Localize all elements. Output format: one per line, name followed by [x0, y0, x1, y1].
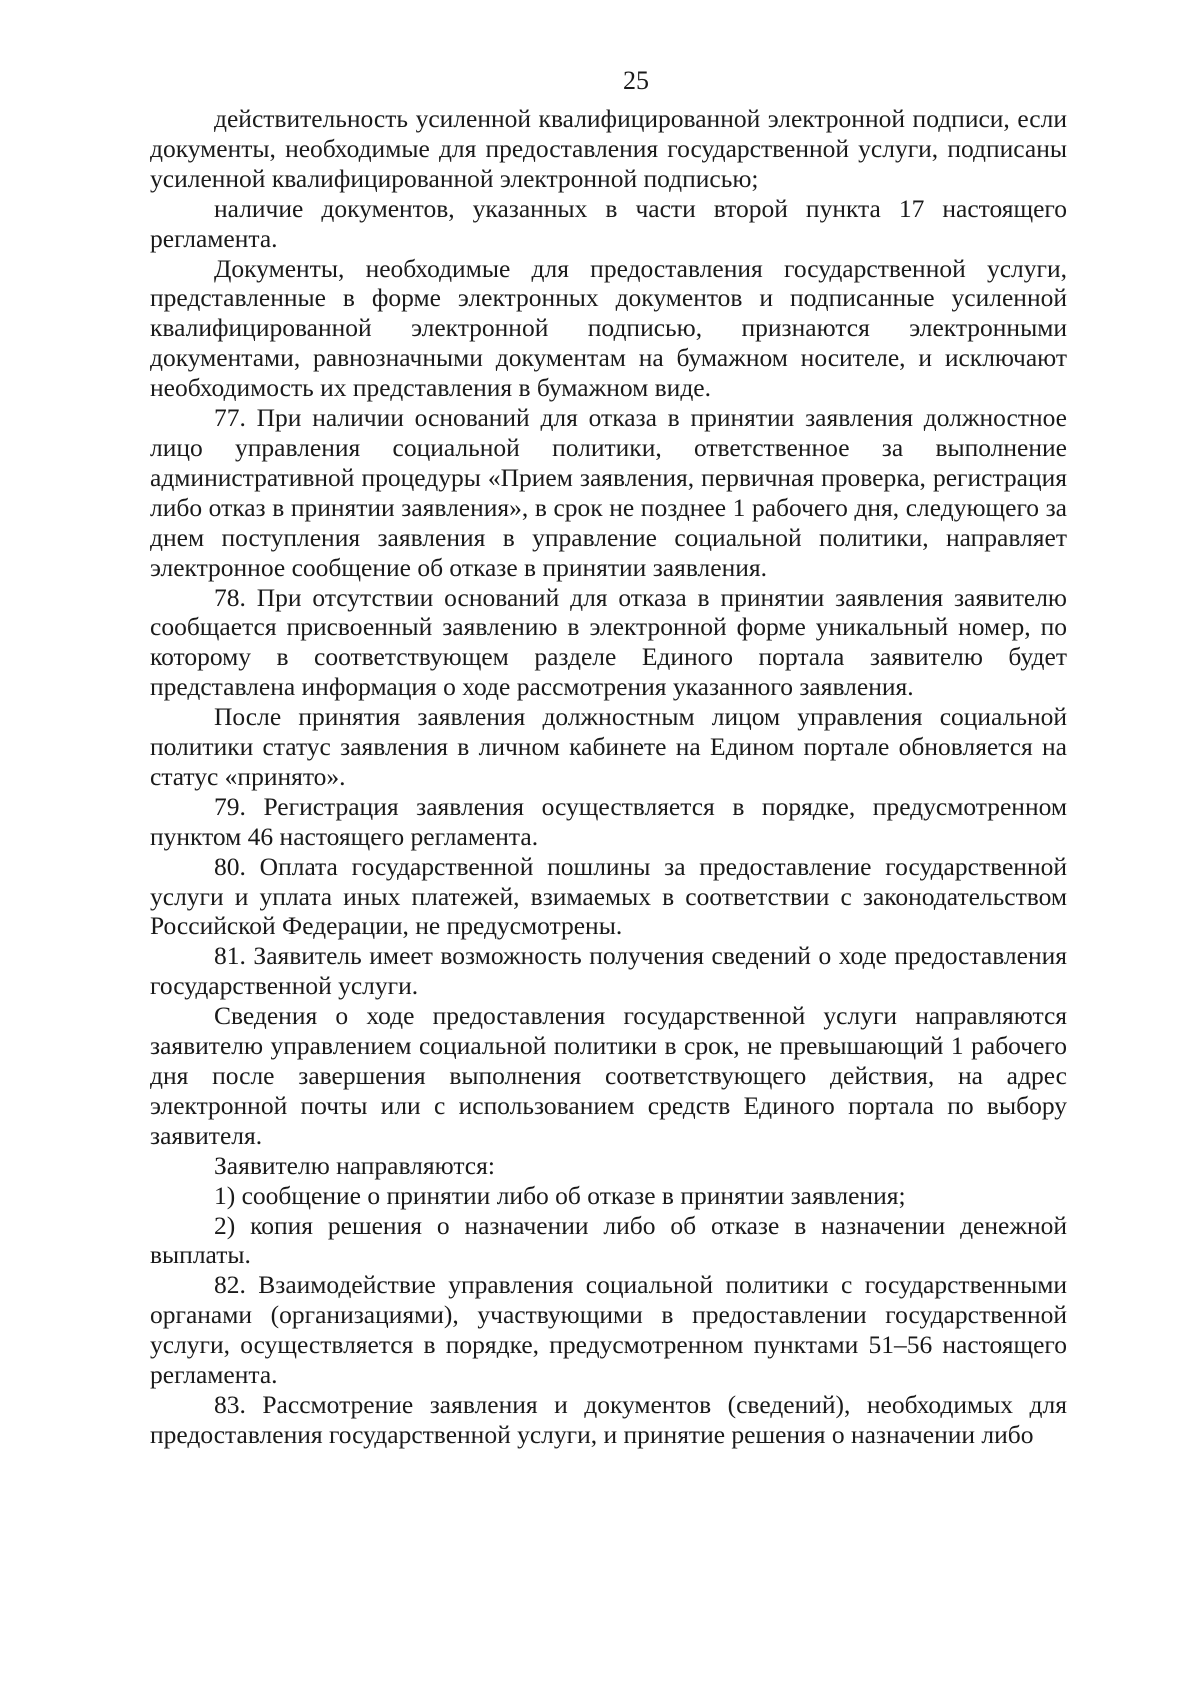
paragraph: После принятия заявления должностным лицом управления социальной политики статус заявления в личном кабинете на Едином портале обновляется на статус «принято». — [150, 702, 1067, 791]
paragraph: Сведения о ходе предоставления государственной услуги направляются заявителю управлением социальной политики в срок, не превышающий 1 рабочего дня после завершения выполнения соответствующего действия, на адрес электронной почты или с использованием средств Единого портала по выбору заявителя. — [150, 1001, 1067, 1150]
paragraph-item-77: 77. При наличии оснований для отказа в принятии заявления должностное лицо управления социальной политики, ответственное за выполнение административной процедуры «Прием заявления, первичная проверка, регистрация либо отказ в принятии заявления», в срок не позднее 1 рабочего дня, следующего за днем поступления заявления в управление социальной политики, направляет электронное сообщение об отказе в принятии заявления. — [150, 403, 1067, 582]
paragraph: Документы, необходимые для предоставления государственной услуги, представленные в форме электронных документов и подписанные усиленной квалифицированной электронной подписью, признаются электронными документами, равнозначными документам на бумажном носителе, и исключают необходимость их представления в бумажном виде. — [150, 253, 1067, 403]
paragraph: действительность усиленной квалифицированной электронной подписи, если документы, необходимые для предоставления государственной услуги, подписаны усиленной квалифицированной электронной подписью; — [150, 104, 1067, 193]
paragraph-item-83: 83. Рассмотрение заявления и документов (сведений), необходимых для предоставления государственной услуги, и принятие решения о назначении либо — [150, 1389, 1067, 1449]
paragraph-item-79: 79. Регистрация заявления осуществляется в порядке, предусмотренном пунктом 46 настоящего регламента. — [150, 791, 1067, 851]
paragraph-item-80: 80. Оплата государственной пошлины за предоставление государственной услуги и уплата иных платежей, взимаемых в соответствии с законодательством Российской Федерации, не предусмотрены. — [150, 851, 1067, 941]
page-number: 25 — [623, 66, 649, 95]
paragraph: наличие документов, указанных в части второй пункта 17 настоящего регламента. — [150, 193, 1067, 253]
paragraph-item-78: 78. При отсутствии оснований для отказа в принятии заявления заявителю сообщается присвоенный заявлению в электронной форме уникальный номер, по которому в соответствующем разделе Единого портала заявителю будет представлена информация о ходе рассмотрения указанного заявления. — [150, 582, 1067, 702]
paragraph-item-82: 82. Взаимодействие управления социальной политики с государственными органами (организациями), участвующими в предоставлении государственной услуги, осуществляется в порядке, предусмотренном пунктами 51–56 настоящего регламента. — [150, 1270, 1067, 1390]
document-body — [150, 104, 1067, 1450]
list-item: 1) сообщение о принятии либо об отказе в принятии заявления; — [214, 1180, 906, 1210]
paragraph-item-81: 81. Заявитель имеет возможность получения сведений о ходе предоставления государственной услуги. — [150, 941, 1067, 1001]
list-item: 2) копия решения о назначении либо об отказе в назначении денежной выплаты. — [150, 1210, 1067, 1270]
paragraph: Заявителю направляются: — [214, 1150, 495, 1180]
